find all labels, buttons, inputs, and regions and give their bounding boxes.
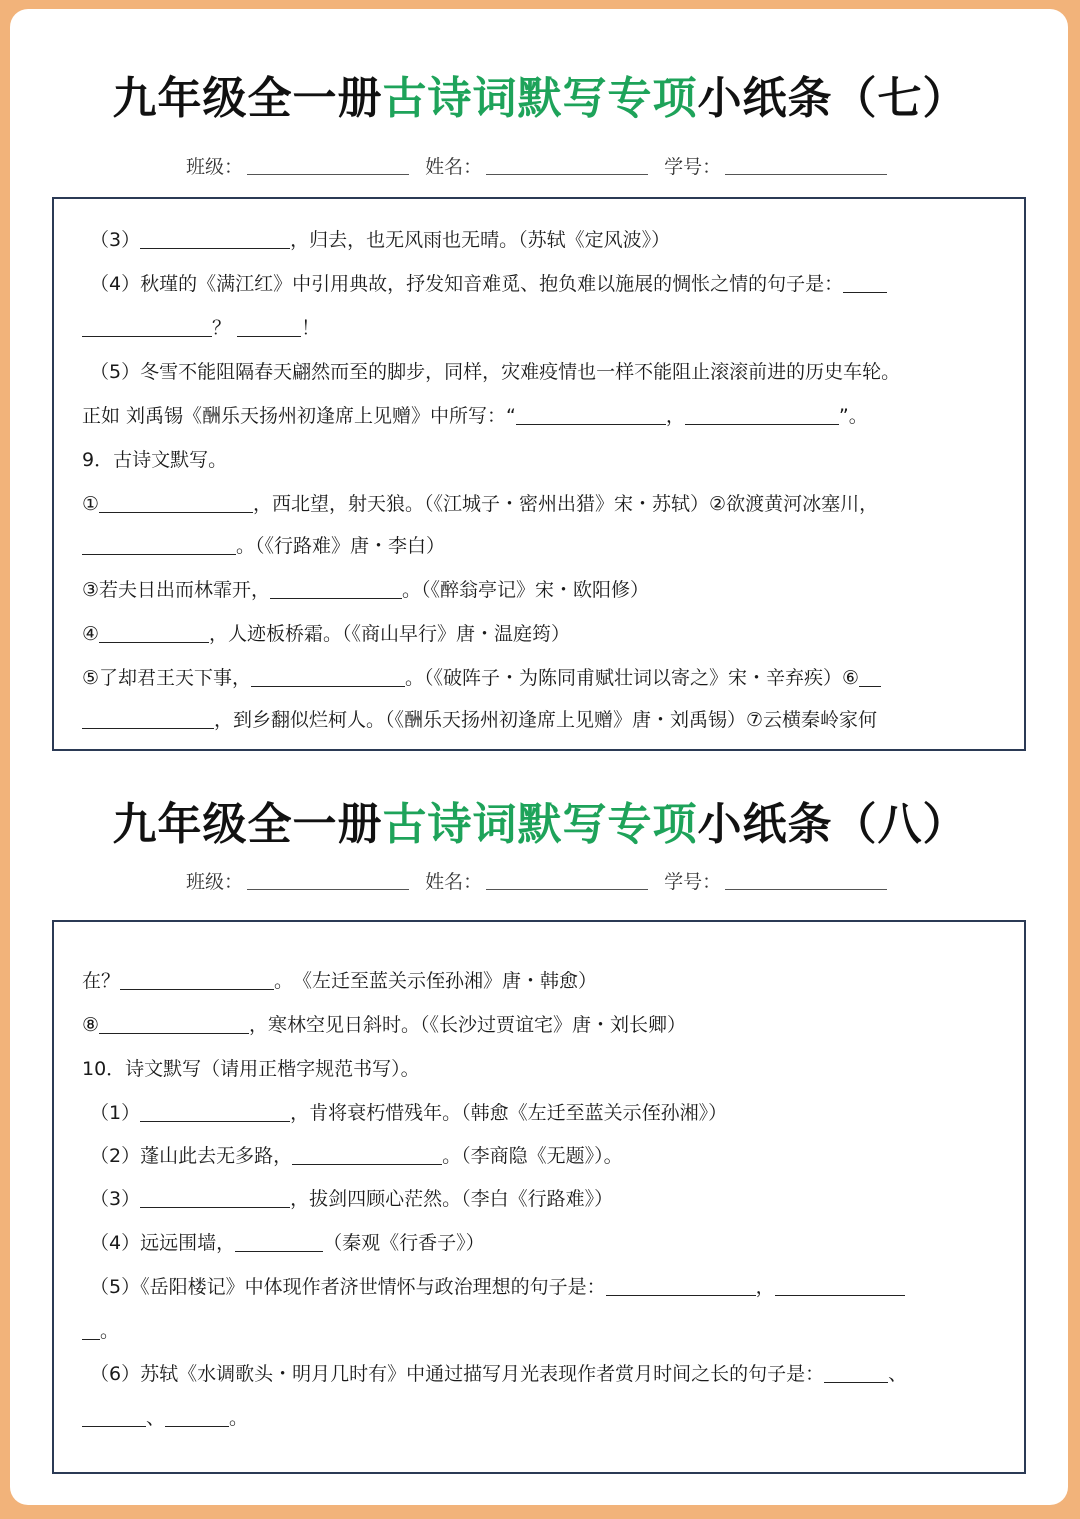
- answer-blank[interactable]: [120, 969, 274, 990]
- q-line: [90, 1272, 905, 1302]
- name-field[interactable]: [425, 867, 648, 894]
- q-line: [82, 401, 868, 431]
- q-text: 。（《破阵子・为陈同甫赋壮词以寄之》宋・辛弃疾）⑥: [405, 667, 860, 689]
- q-text: ”。: [838, 405, 868, 427]
- q-text: 。: [100, 1320, 120, 1342]
- class-label: 班级：: [186, 871, 244, 893]
- q-text: 。（李商隐《无题》）。: [442, 1145, 623, 1167]
- name-blank[interactable]: [486, 160, 648, 175]
- answer-blank[interactable]: [270, 578, 402, 599]
- q-line: [82, 489, 878, 519]
- answer-blank[interactable]: [775, 1275, 905, 1296]
- name-label: 姓名：: [425, 156, 483, 178]
- answer-blank[interactable]: [140, 228, 290, 249]
- answer-blank[interactable]: [824, 1362, 888, 1383]
- q-line: [82, 313, 320, 343]
- name-field[interactable]: [425, 152, 648, 179]
- answer-blank[interactable]: [99, 492, 253, 513]
- q-text: ！: [301, 317, 321, 339]
- section-heading: 9．古诗文默写。: [82, 449, 228, 471]
- q-text: （5）《岳阳楼记》中体现作者济世情怀与政治理想的句子是：: [90, 1276, 606, 1298]
- answer-blank[interactable]: [140, 1101, 290, 1122]
- q-line: [90, 1228, 485, 1258]
- class-blank[interactable]: [247, 160, 409, 175]
- class-field[interactable]: [186, 867, 409, 894]
- q-text: ，肯将衰朽惜残年。（韩愈《左迁至蓝关示侄孙湘》）: [290, 1102, 728, 1124]
- q-line: [82, 663, 881, 693]
- q-text: （4）秋瑾的《满江红》中引用典故，抒发知音难觅、抱负难以施展的惆怅之情的句子是：: [90, 273, 844, 295]
- q-text: ③若夫日出而林霏开，: [82, 579, 271, 601]
- q-text: 。（《醉翁亭记》宋・欧阳修）: [402, 579, 650, 601]
- answer-blank[interactable]: [251, 666, 405, 687]
- id-blank[interactable]: [725, 875, 887, 890]
- answer-blank[interactable]: [292, 1144, 442, 1165]
- q-line: [82, 531, 445, 561]
- q-text: ，人迹板桥霜。（《商山早行》唐・温庭筠）: [209, 623, 571, 645]
- q-text: 正如 刘禹锡《酬乐天扬州初逢席上见赠》中所写：“: [82, 405, 516, 427]
- answer-blank[interactable]: [140, 1187, 290, 1208]
- answer-blank[interactable]: [99, 1013, 249, 1034]
- q-text: （4）远远围墙，: [90, 1232, 236, 1254]
- section-heading: 10．诗文默写（请用正楷字规范书写）。: [82, 1058, 420, 1080]
- answer-blank[interactable]: [165, 1406, 229, 1427]
- q-text: （3）: [90, 1188, 141, 1210]
- answer-blank[interactable]: [82, 708, 214, 729]
- title-part-1: 九年级全一册: [112, 73, 383, 124]
- sheet1-question-box: [52, 197, 1026, 751]
- q-text: ⑧: [82, 1014, 100, 1036]
- q-text: 。 《左迁至蓝关示侄孙湘》唐・韩愈）: [274, 970, 598, 992]
- sheet2-student-info: [186, 867, 946, 894]
- q-text: ，: [665, 405, 685, 427]
- q-line: [82, 619, 570, 649]
- q-text: ，拔剑四顾心茫然。（李白《行路难》）: [290, 1188, 614, 1210]
- q-text: 、: [888, 1363, 908, 1385]
- id-label: 学号：: [664, 156, 722, 178]
- answer-blank[interactable]: [99, 622, 209, 643]
- q-text: 、: [146, 1407, 166, 1429]
- q-text: ①: [82, 493, 100, 515]
- q-text: （5）冬雪不能阻隔春天翩然而至的脚步，同样，灾难疫情也一样不能阻止滚滚前进的历史车轮。: [90, 361, 901, 383]
- q-line: [82, 1010, 686, 1040]
- title-part-3: 小纸条（七）: [697, 73, 968, 124]
- answer-blank[interactable]: [82, 534, 236, 555]
- q-text: 在？: [82, 970, 121, 992]
- q-line: [82, 1403, 248, 1433]
- q-text: ，西北望，射天狼。（《江城子・密州出猎》宋・苏轼）②欲渡黄河冰塞川，: [253, 493, 879, 515]
- q-text: ⑤了却君王天下事，: [82, 667, 252, 689]
- answer-blank[interactable]: [606, 1275, 756, 1296]
- answer-blank[interactable]: [82, 316, 212, 337]
- answer-blank[interactable]: [82, 1406, 146, 1427]
- title-highlight: 古诗词默写专项: [382, 799, 698, 850]
- q-line: [90, 1098, 727, 1128]
- q-text: ，寒林空见日斜时。（《长沙过贾谊宅》唐・刘长卿）: [249, 1014, 687, 1036]
- answer-blank[interactable]: [516, 404, 666, 425]
- q-line: [82, 966, 597, 996]
- sheet2-question-box: [52, 920, 1026, 1474]
- answer-blank[interactable]: [237, 316, 301, 337]
- name-label: 姓名：: [425, 871, 483, 893]
- answer-blank[interactable]: [235, 1231, 323, 1252]
- q-line: [90, 1359, 907, 1389]
- q-text: （6）苏轼《水调歌头・明月几时有》中通过描写月光表现作者赏月时间之长的句子是：: [90, 1363, 825, 1385]
- answer-blank[interactable]: [82, 1319, 100, 1340]
- q-text: ？: [212, 317, 232, 339]
- q-line: [90, 225, 670, 255]
- q-line: [82, 1054, 420, 1084]
- q-line: [82, 1316, 119, 1346]
- q-line: [90, 269, 887, 299]
- q-line: [82, 445, 227, 475]
- q-line: [90, 357, 900, 387]
- id-field[interactable]: [664, 152, 887, 179]
- sheet1-title: [0, 62, 1080, 126]
- sheet2-title: [0, 788, 1080, 852]
- q-line: [90, 1141, 623, 1171]
- q-line: [82, 705, 877, 735]
- answer-blank[interactable]: [859, 666, 881, 687]
- title-part-1: 九年级全一册: [112, 799, 383, 850]
- q-line: [82, 575, 649, 605]
- name-blank[interactable]: [486, 875, 648, 890]
- q-text: ，归去，也无风雨也无晴。（苏轼《定风波》）: [290, 229, 671, 251]
- class-label: 班级：: [186, 156, 244, 178]
- q-text: （1）: [90, 1102, 141, 1124]
- q-text: ，到乡翻似烂柯人。（《酬乐天扬州初逢席上见赠》唐・刘禹锡）⑦云横秦岭家何: [214, 709, 878, 731]
- q-text: ，: [755, 1276, 775, 1298]
- q-text: 。: [229, 1407, 249, 1429]
- class-field[interactable]: [186, 152, 409, 179]
- q-line: [90, 1184, 613, 1214]
- title-highlight: 古诗词默写专项: [382, 73, 698, 124]
- q-text: （秦观《行香子》）: [323, 1232, 485, 1254]
- q-text: ④: [82, 623, 100, 645]
- answer-blank[interactable]: [843, 272, 887, 293]
- answer-blank[interactable]: [685, 404, 839, 425]
- q-text: （3）: [90, 229, 141, 251]
- id-blank[interactable]: [725, 160, 887, 175]
- sheet1-student-info: [186, 152, 946, 179]
- q-text: （2）蓬山此去无多路，: [90, 1145, 293, 1167]
- id-label: 学号：: [664, 871, 722, 893]
- id-field[interactable]: [664, 867, 887, 894]
- class-blank[interactable]: [247, 875, 409, 890]
- q-text: 。（《行路难》唐・李白）: [236, 535, 446, 557]
- title-part-3: 小纸条（八）: [697, 799, 968, 850]
